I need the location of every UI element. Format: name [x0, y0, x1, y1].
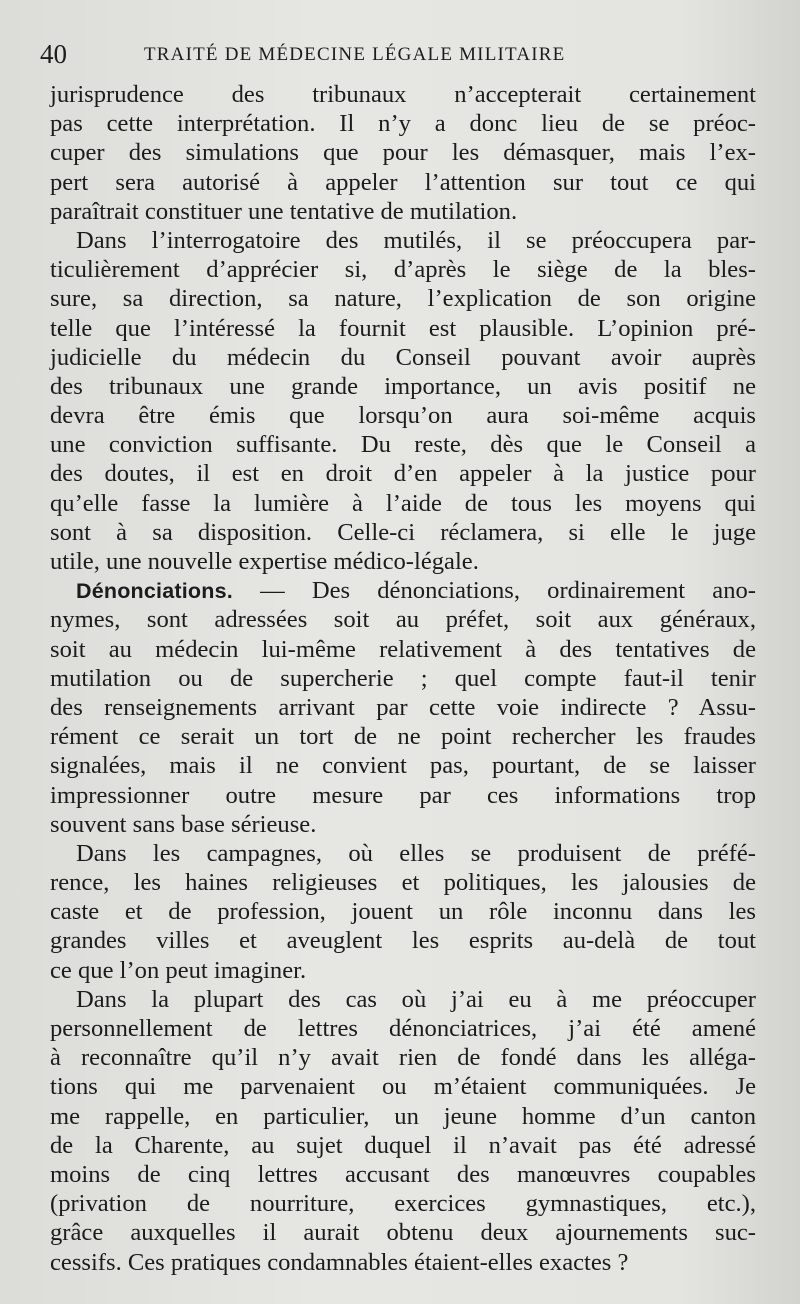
- line-text: judicielle du médecin du Conseil pouvant avoir auprès: [50, 343, 756, 371]
- text-line: [50, 693, 756, 722]
- line-text: grâce auxquelles il aurait obtenu deux ajournements suc-: [50, 1219, 756, 1247]
- line-text: pas cette interprétation. Il n’y a donc lieu de se préoc-: [50, 110, 756, 138]
- text-line: [50, 1014, 756, 1043]
- line-text: devra être émis que lorsqu’on aura soi-même acquis: [50, 402, 756, 430]
- line-text: moins de cinq lettres accusant des manœuvres coupables: [50, 1160, 756, 1188]
- text-line: [50, 401, 756, 430]
- line-text: rément ce serait un tort de ne point rechercher les fraudes: [50, 723, 756, 751]
- line-text: paraîtrait constituer une tentative de mutilation.: [50, 197, 518, 225]
- text-line: [50, 168, 756, 197]
- line-text: cuper des simulations que pour les démasquer, mais l’ex-: [50, 139, 756, 167]
- line-text: des doutes, il est en droit d’en appeler à la justice pour: [50, 460, 756, 488]
- text-line: [50, 430, 756, 459]
- line-text: jurisprudence des tribunaux n’accepterait certainement: [50, 81, 756, 108]
- line-text: souvent sans base sérieuse.: [50, 810, 317, 838]
- line-text: signalées, mais il ne convient pas, pourtant, de se laisser: [50, 752, 756, 780]
- text-line: [50, 897, 756, 926]
- line-text: des renseignements arrivant par cette voie indirecte ? Assu-: [50, 693, 756, 721]
- line-text: personnellement de lettres dénonciatrices, j’ai été amené: [50, 1015, 756, 1042]
- line-text: Dans l’interrogatoire des mutilés, il se préoccupera par-: [76, 226, 756, 254]
- page-number: 40: [40, 39, 67, 69]
- line-text: caste et de profession, jouent un rôle inconnu dans les: [50, 898, 756, 926]
- text-line: [50, 605, 756, 634]
- line-text: pert sera autorisé à appeler l’attention sur tout ce qui: [50, 168, 756, 196]
- text-line: [50, 343, 756, 372]
- line-text: qu’elle fasse la lumière à l’aide de tous les moyens qui: [50, 489, 756, 517]
- text-line: [50, 138, 756, 167]
- text-line: [50, 664, 756, 693]
- line-text: sont à sa disposition. Celle-ci réclamera, si elle le juge: [50, 518, 756, 546]
- text-line: [50, 284, 756, 313]
- line-text: utile, une nouvelle expertise médico-légale.: [50, 548, 479, 575]
- text-line: [50, 255, 756, 284]
- line-text: une conviction suffisante. Du reste, dès que le Conseil a: [50, 431, 756, 459]
- text-line: [50, 197, 756, 226]
- line-text: rence, les haines religieuses et politiques, les jalousies de: [50, 869, 756, 897]
- text-line: [50, 226, 756, 255]
- text-line: [50, 518, 756, 547]
- line-text: nymes, sont adressées soit au préfet, soit aux généraux,: [50, 606, 756, 634]
- text-line: [50, 926, 756, 955]
- line-text: impressionner outre mesure par ces informations trop: [50, 781, 756, 809]
- line-text: sure, sa direction, sa nature, l’explication de son origine: [50, 285, 756, 313]
- text-line: [50, 722, 756, 751]
- text-line: [50, 868, 756, 897]
- line-text: telle que l’intéressé la fournit est plausible. L’opinion pré-: [50, 314, 756, 342]
- text-line: [50, 1189, 756, 1218]
- text-line: [50, 109, 756, 138]
- text-line: [50, 985, 756, 1014]
- page-header: [40, 38, 740, 70]
- text-line: [50, 576, 756, 605]
- line-text: ce que l’on peut imaginer.: [50, 956, 307, 984]
- running-title: TRAITÉ DE MÉDECINE LÉGALE MILITAIRE: [144, 44, 566, 65]
- line-text: Dans la plupart des cas où j’ai eu à me préoccuper: [76, 985, 756, 1013]
- line-text: (privation de nourriture, exercices gymnastiques, etc.),: [50, 1190, 756, 1218]
- text-line: [50, 810, 756, 839]
- text-line: [50, 1131, 756, 1160]
- text-line: [50, 1160, 756, 1189]
- line-text: des tribunaux une grande importance, un avis positif ne: [50, 372, 756, 400]
- line-text: tions qui me parvenaient ou m’étaient communiquées. Je: [50, 1073, 756, 1101]
- text-line: [50, 314, 756, 343]
- text-line: [50, 459, 756, 488]
- section-heading: Dénonciations.: [76, 579, 233, 604]
- text-line: [50, 80, 756, 109]
- text-line: [50, 1072, 756, 1101]
- text-line: [50, 956, 756, 985]
- line-text: me rappelle, en particulier, un jeune homme d’un canton: [50, 1102, 756, 1130]
- line-text: de la Charente, au sujet duquel il n’avait pas été adressé: [50, 1131, 756, 1159]
- line-text: grandes villes et aveuglent les esprits au-delà de tout: [50, 927, 756, 955]
- text-line: [50, 635, 756, 664]
- line-text: cessifs. Ces pratiques condamnables étaient-elles exactes ?: [50, 1248, 629, 1276]
- line-text: Dans les campagnes, où elles se produisent de préfé-: [76, 839, 756, 867]
- line-text: à reconnaître qu’il n’y avait rien de fondé dans les alléga-: [50, 1044, 756, 1072]
- text-line: [50, 781, 756, 810]
- line-text: ticulièrement d’apprécier si, d’après le siège de la bles-: [50, 256, 756, 284]
- text-line: [50, 1102, 756, 1131]
- line-text: — Des dénonciations, ordinairement ano-: [232, 577, 756, 605]
- text-line: [50, 751, 756, 780]
- text-line: [50, 372, 756, 401]
- text-line: [50, 489, 756, 518]
- text-line: [50, 1248, 756, 1277]
- text-line: [50, 839, 756, 868]
- line-text: mutilation ou de supercherie ; quel compte faut-il tenir: [50, 664, 756, 692]
- text-line: [50, 547, 756, 576]
- text-line: [50, 1043, 756, 1072]
- text-line: [50, 1218, 756, 1247]
- line-text: soit au médecin lui-même relativement à des tentatives de: [50, 635, 756, 663]
- body-text: [50, 80, 756, 1277]
